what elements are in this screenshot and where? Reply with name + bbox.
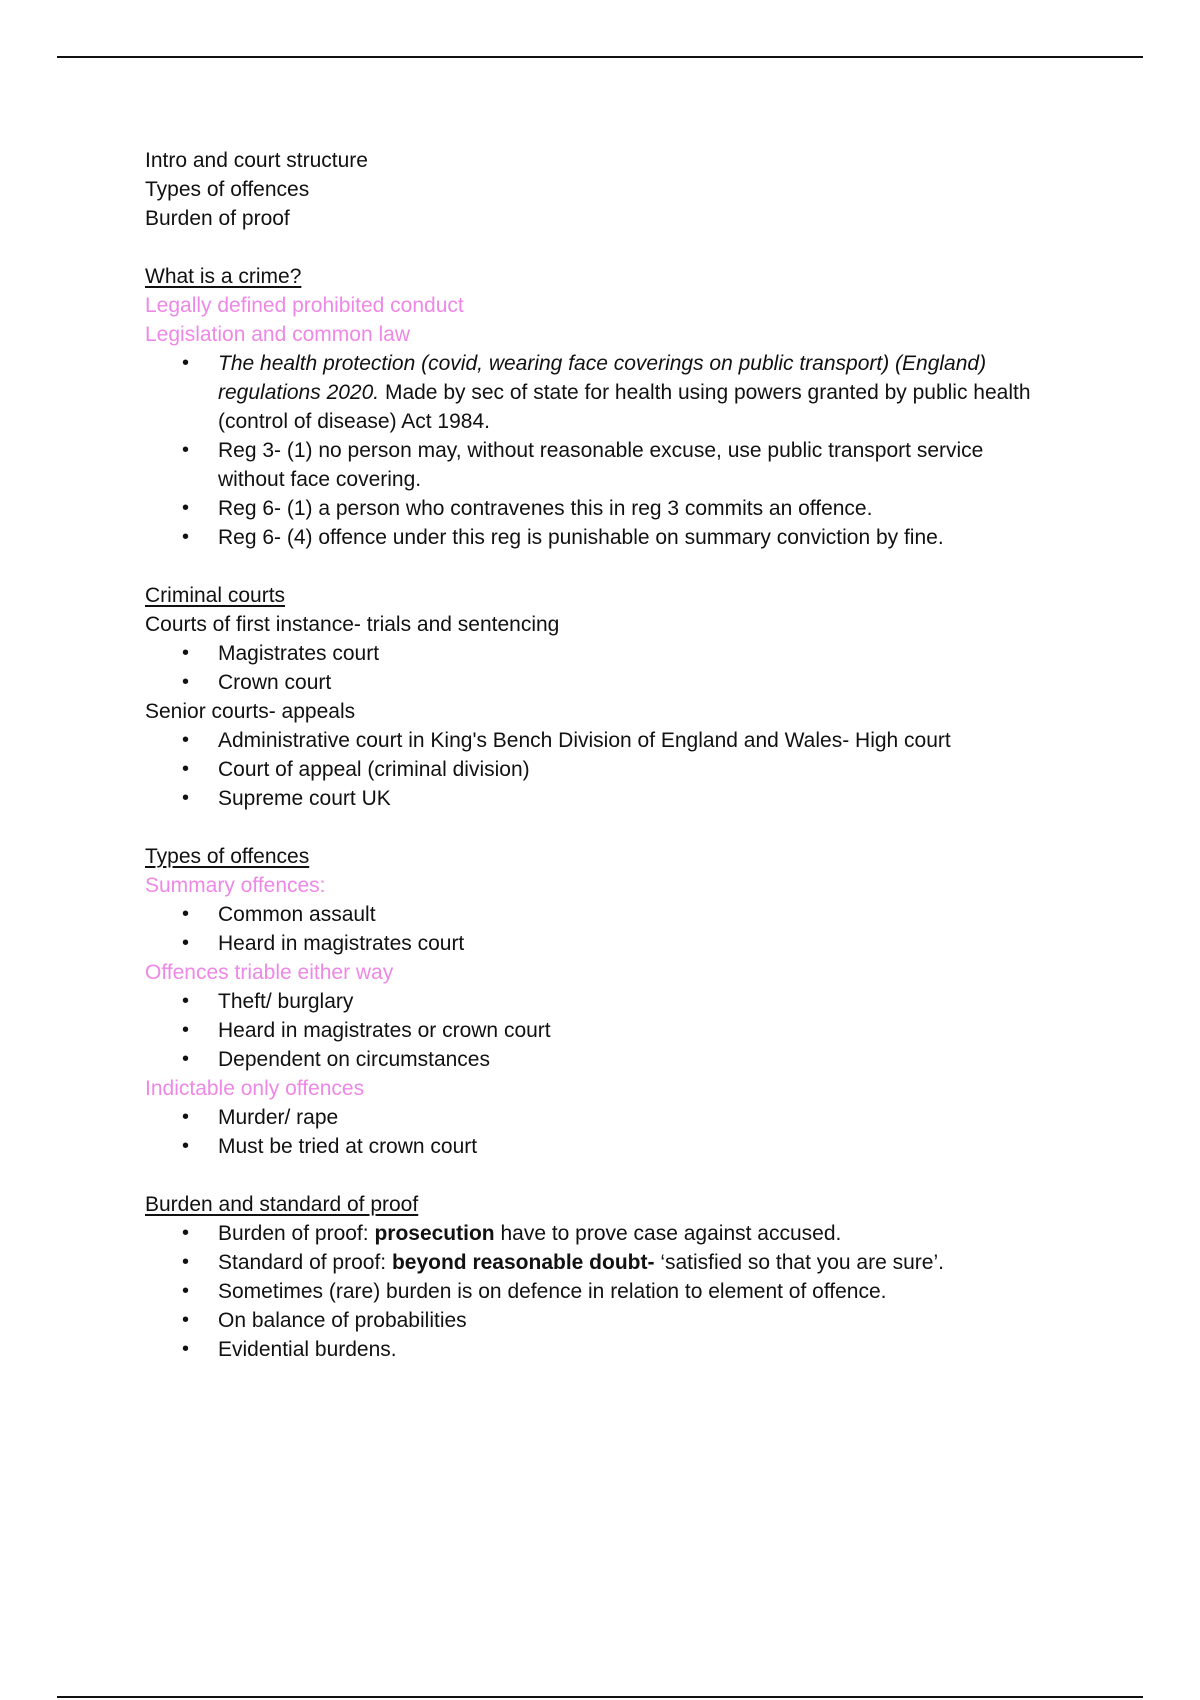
list-item-text: ‘satisfied so that you are sure’. bbox=[654, 1251, 944, 1274]
list-item: • Heard in magistrates court bbox=[145, 929, 1045, 958]
list-item: • Administrative court in King's Bench Division of England and Wales- High court bbox=[145, 726, 1045, 755]
list-item bbox=[145, 1219, 1045, 1248]
list-item: • Dependent on circumstances bbox=[145, 1045, 1045, 1074]
highlight-text: Indictable only offences bbox=[145, 1077, 365, 1100]
list-item: • On balance of probabilities bbox=[145, 1306, 1045, 1335]
list-item: • Reg 6- (4) offence under this reg is punishable on summary conviction by fine. bbox=[145, 523, 1045, 552]
bullet-list bbox=[145, 639, 1045, 697]
list-item-text: Standard of proof: bbox=[218, 1251, 392, 1274]
bullet-list bbox=[145, 987, 1045, 1074]
proof-section bbox=[145, 1190, 1045, 1364]
list-item bbox=[145, 349, 1045, 436]
bullet-list bbox=[145, 1219, 1045, 1364]
list-item: • Murder/ rape bbox=[145, 1103, 1045, 1132]
section-heading-offences: Types of offences bbox=[145, 845, 310, 868]
intro-item: Intro and court structure bbox=[145, 149, 368, 172]
list-item: • Reg 3- (1) no person may, without reasonable excuse, use public transport service without face covering. bbox=[145, 436, 1045, 494]
bullet-list bbox=[145, 1103, 1045, 1161]
list-item: • Common assault bbox=[145, 900, 1045, 929]
header-rule bbox=[57, 56, 1143, 58]
regulation-title: The health protection (covid, wearing face coverings on public transport) (England) regulations 2020. bbox=[218, 352, 987, 404]
list-item: • Crown court bbox=[145, 668, 1045, 697]
list-item: • Reg 6- (1) a person who contravenes this in reg 3 commits an offence. bbox=[145, 494, 1045, 523]
bullet-list bbox=[145, 900, 1045, 958]
bullet-list bbox=[145, 349, 1045, 552]
list-item: • Heard in magistrates or crown court bbox=[145, 1016, 1045, 1045]
bold-term: beyond reasonable doubt- bbox=[391, 1251, 655, 1274]
subheading: Senior courts- appeals bbox=[145, 700, 356, 723]
list-item: • Magistrates court bbox=[145, 639, 1045, 668]
list-item: • Theft/ burglary bbox=[145, 987, 1045, 1016]
list-item: • Evidential burdens. bbox=[145, 1335, 1045, 1364]
section-heading-proof: Burden and standard of proof bbox=[145, 1193, 419, 1216]
highlight-text: Legally defined prohibited conduct bbox=[145, 294, 464, 317]
section-heading-crime: What is a crime? bbox=[145, 265, 302, 288]
document-body bbox=[145, 146, 1045, 1364]
footer-rule bbox=[57, 1696, 1143, 1698]
courts-section bbox=[145, 581, 1045, 813]
offences-section bbox=[145, 842, 1045, 1161]
intro-item: Burden of proof bbox=[145, 207, 290, 230]
list-item-text: Made by sec of state for health using powers granted by public health (control of disease) Act 1984. bbox=[218, 381, 1031, 433]
bullet-list bbox=[145, 726, 1045, 813]
highlight-text: Legislation and common law bbox=[145, 323, 410, 346]
intro-section bbox=[145, 146, 1045, 233]
list-item: • Supreme court UK bbox=[145, 784, 1045, 813]
highlight-text: Offences triable either way bbox=[145, 961, 394, 984]
subheading: Courts of first instance- trials and sentencing bbox=[145, 613, 560, 636]
crime-section bbox=[145, 262, 1045, 552]
list-item: • Court of appeal (criminal division) bbox=[145, 755, 1045, 784]
list-item: • Sometimes (rare) burden is on defence in relation to element of offence. bbox=[145, 1277, 1045, 1306]
list-item bbox=[145, 1248, 1045, 1277]
bold-term: prosecution bbox=[374, 1222, 495, 1245]
highlight-text: Summary offences: bbox=[145, 874, 326, 897]
list-item-text: have to prove case against accused. bbox=[494, 1222, 842, 1245]
intro-item: Types of offences bbox=[145, 178, 310, 201]
section-heading-courts: Criminal courts bbox=[145, 584, 286, 607]
list-item-text: Burden of proof: bbox=[218, 1222, 375, 1245]
list-item: • Must be tried at crown court bbox=[145, 1132, 1045, 1161]
